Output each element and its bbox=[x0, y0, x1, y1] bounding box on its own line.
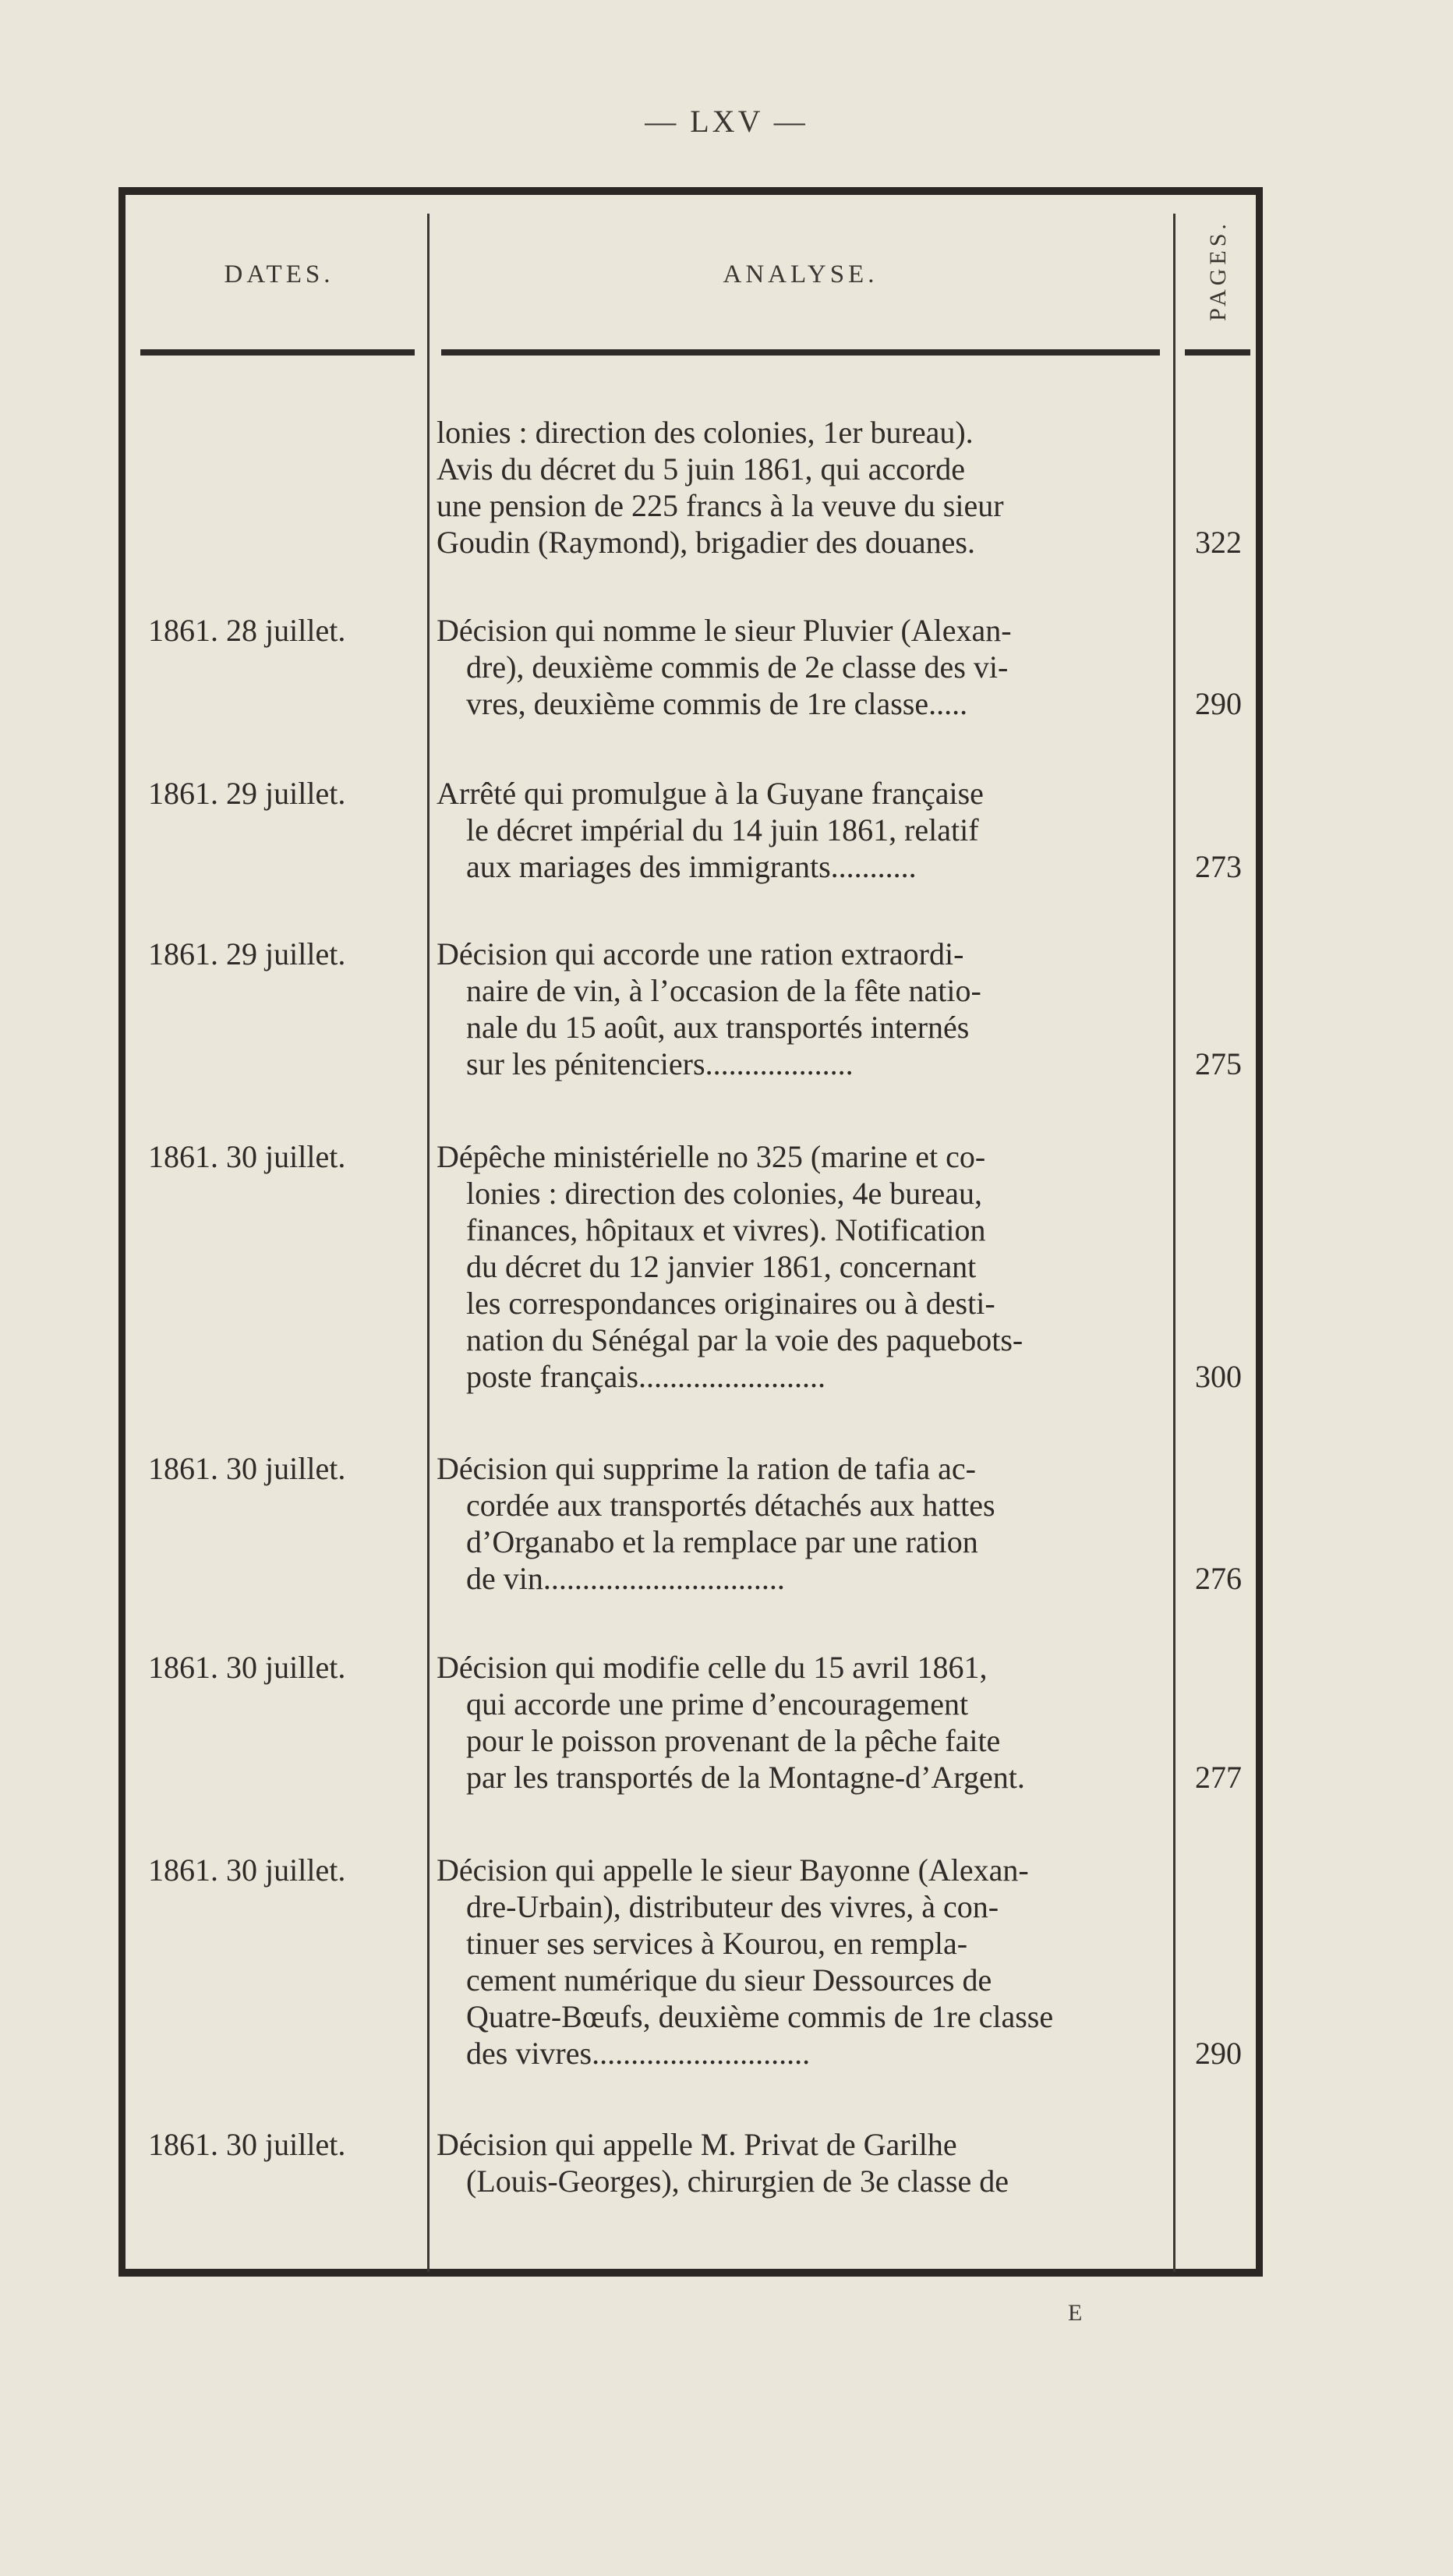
column-header-pages-label: PAGES. bbox=[1205, 220, 1231, 321]
header-rule-dates bbox=[140, 349, 415, 356]
entry-date: 1861. 30 juillet. bbox=[148, 1451, 346, 1486]
entry-date: 1861. 30 juillet. bbox=[148, 1852, 346, 1888]
entry-line: finances, hôpitaux et vivres). Notification bbox=[466, 1212, 986, 1247]
entry-line: vres, deuxième commis de 1re classe..... bbox=[466, 686, 968, 721]
entry-date: 1861. 28 juillet. bbox=[148, 613, 346, 648]
entry-analysis bbox=[437, 2126, 1160, 2199]
entry-line: naire de vin, à l’occasion de la fête natio- bbox=[466, 973, 981, 1008]
entry-line: Décision qui nomme le sieur Pluvier (Alexan- bbox=[437, 613, 1012, 648]
entry-page: 273 bbox=[1195, 849, 1242, 884]
column-divider-pages bbox=[1173, 214, 1175, 2272]
entry-line: de vin............................... bbox=[466, 1561, 785, 1596]
entry-line: Dépêche ministérielle no 325 (marine et co- bbox=[437, 1139, 986, 1174]
column-header-dates: DATES. bbox=[224, 260, 334, 288]
entry-line: du décret du 12 janvier 1861, concernant bbox=[466, 1249, 977, 1284]
entry-line: Décision qui appelle le sieur Bayonne (Alexan- bbox=[437, 1852, 1029, 1888]
entry-line: Décision qui supprime la ration de tafia ac- bbox=[437, 1451, 976, 1486]
entry-line: (Louis-Georges), chirurgien de 3e classe de bbox=[466, 2164, 1009, 2199]
entry-date: 1861. 30 juillet. bbox=[148, 1139, 346, 1174]
entry-line: une pension de 225 francs à la veuve du sieur bbox=[437, 488, 1004, 523]
signature-mark: E bbox=[1068, 2300, 1083, 2326]
entry-analysis bbox=[437, 1852, 1160, 2072]
entry-line: qui accorde une prime d’encouragement bbox=[466, 1686, 969, 1721]
entry-line: lonies : direction des colonies, 1er bureau). bbox=[437, 415, 974, 450]
entry-line: cordée aux transportés détachés aux hattes bbox=[466, 1488, 995, 1523]
entry-line: tinuer ses services à Kourou, en rempla- bbox=[466, 1926, 968, 1961]
entry-page: 300 bbox=[1195, 1359, 1242, 1394]
entry-line: Avis du décret du 5 juin 1861, qui accorde bbox=[437, 451, 965, 487]
entry-page: 276 bbox=[1195, 1561, 1242, 1596]
entry-page: 290 bbox=[1195, 2036, 1242, 2071]
entry-date: 1861. 29 juillet. bbox=[148, 936, 346, 971]
entry-line: lonies : direction des colonies, 4e bureau, bbox=[466, 1176, 983, 1211]
entry-date: 1861. 30 juillet. bbox=[148, 2127, 346, 2162]
entry-analysis bbox=[437, 1138, 1160, 1395]
entry-analysis bbox=[437, 612, 1160, 722]
header-rule-analyse bbox=[441, 349, 1160, 356]
column-divider-dates bbox=[427, 214, 430, 2272]
entry-page: 322 bbox=[1195, 525, 1242, 560]
entry-analysis bbox=[437, 1450, 1160, 1597]
entry-date: 1861. 30 juillet. bbox=[148, 1650, 346, 1685]
entry-line: nation du Sénégal par la voie des paquebots- bbox=[466, 1322, 1023, 1357]
entry-line: Arrêté qui promulgue à la Guyane française bbox=[437, 776, 984, 811]
entry-line: sur les pénitenciers................... bbox=[466, 1046, 854, 1081]
entry-line: dre), deuxième commis de 2e classe des vi- bbox=[466, 649, 1009, 685]
entry-line: des vivres............................ bbox=[466, 2036, 811, 2071]
entry-line: les correspondances originaires ou à desti- bbox=[466, 1286, 995, 1321]
entry-line: Décision qui appelle M. Privat de Garilhe bbox=[437, 2127, 957, 2162]
entry-line: cement numérique du sieur Dessources de bbox=[466, 1962, 992, 1997]
entry-line: dre-Urbain), distributeur des vivres, à con- bbox=[466, 1889, 999, 1924]
entry-line: poste français........................ bbox=[466, 1359, 826, 1394]
entry-line: Quatre-Bœufs, deuxième commis de 1re classe bbox=[466, 1999, 1054, 2034]
entry-line: d’Organabo et la remplace par une ration bbox=[466, 1524, 978, 1559]
column-header-analyse: ANALYSE. bbox=[723, 260, 879, 288]
entry-line: Décision qui accorde une ration extraordi- bbox=[437, 936, 964, 971]
entry-line: nale du 15 août, aux transportés internés bbox=[466, 1010, 970, 1045]
entry-page: 290 bbox=[1195, 686, 1242, 721]
entry-line: le décret impérial du 14 juin 1861, relatif bbox=[466, 812, 979, 847]
entry-line: aux mariages des immigrants........... bbox=[466, 849, 917, 884]
column-header-pages bbox=[1183, 204, 1253, 337]
entry-line: Décision qui modifie celle du 15 avril 1861, bbox=[437, 1650, 988, 1685]
entry-line: Goudin (Raymond), brigadier des douanes. bbox=[437, 525, 975, 560]
entry-page: 277 bbox=[1195, 1760, 1242, 1795]
entry-analysis bbox=[437, 1649, 1160, 1796]
entry-analysis bbox=[437, 775, 1160, 885]
header-rule-pages bbox=[1185, 349, 1250, 356]
entry-line: par les transportés de la Montagne-d’Argent. bbox=[466, 1760, 1025, 1795]
entry-date: 1861. 29 juillet. bbox=[148, 776, 346, 811]
page-header: — LXV — bbox=[645, 104, 808, 139]
entry-line: pour le poisson provenant de la pêche faite bbox=[466, 1723, 1001, 1758]
entry-analysis bbox=[437, 936, 1160, 1082]
entry-page: 275 bbox=[1195, 1046, 1242, 1081]
entry-analysis bbox=[437, 414, 1160, 561]
